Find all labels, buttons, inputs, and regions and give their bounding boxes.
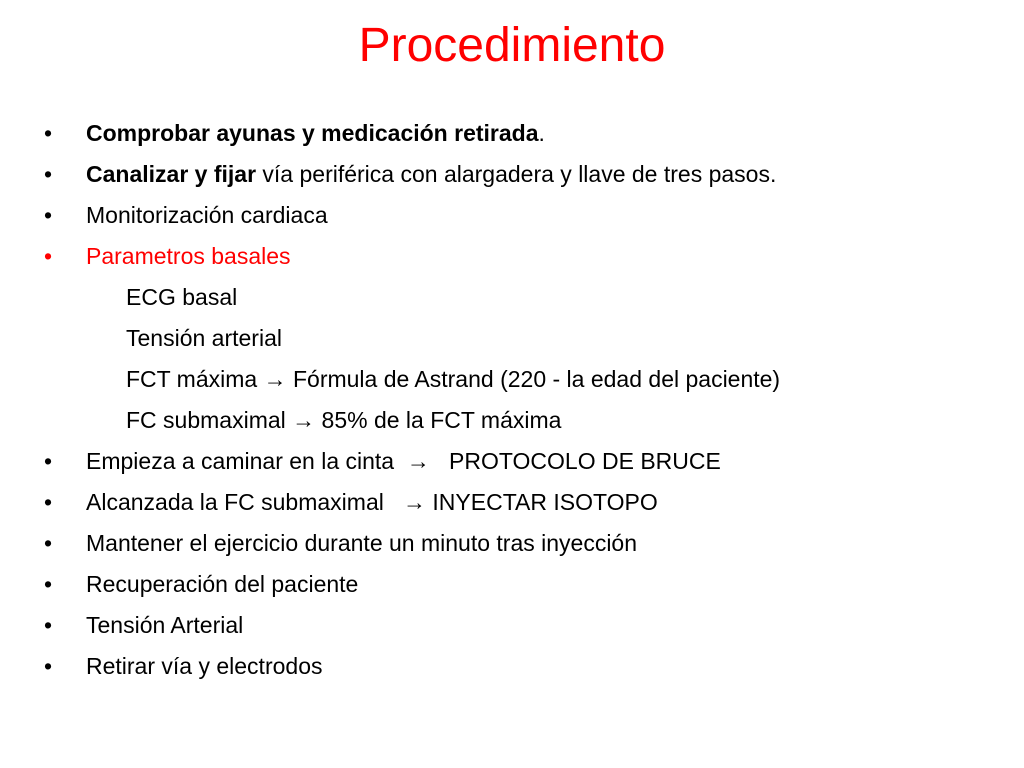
list-item-highlighted <box>44 236 1004 277</box>
list-item <box>44 154 1004 195</box>
bullet-icon: • <box>44 571 53 597</box>
bullet-list <box>44 113 1004 687</box>
sub-list-item <box>44 400 1004 441</box>
bullet-icon: • <box>44 653 53 679</box>
list-item-text: Mantener el ejercicio durante un minuto tras inyección <box>86 530 638 556</box>
list-item-bold-text: Canalizar y fijar <box>86 161 257 187</box>
sub-list-item-text: Tensión arterial <box>126 325 282 351</box>
list-item-text <box>86 154 776 195</box>
bullet-icon: • <box>44 612 53 638</box>
sub-list-item <box>44 318 1004 359</box>
list-item-plain-text: . <box>538 120 545 146</box>
bullet-icon: • <box>44 161 53 187</box>
list-item-text: Empieza a caminar en la cinta → PROTOCOLO DE BRUCE <box>86 448 721 474</box>
bullet-icon: • <box>44 530 53 556</box>
bullet-icon: • <box>44 243 53 269</box>
bullet-icon: • <box>44 120 53 146</box>
list-item <box>44 482 1004 523</box>
list-item <box>44 441 1004 482</box>
list-item <box>44 564 1004 605</box>
list-item-bold-text: Comprobar ayunas y medicación retirada <box>86 120 539 146</box>
bullet-icon: • <box>44 489 53 515</box>
bullet-icon: • <box>44 448 53 474</box>
list-item-text: Tensión Arterial <box>86 612 244 638</box>
slide-title: Procedimiento <box>358 19 666 72</box>
list-item <box>44 195 1004 236</box>
sub-list-item <box>44 277 1004 318</box>
list-item <box>44 646 1004 687</box>
sub-list-item <box>44 359 1004 400</box>
list-item-text: Alcanzada la FC submaximal → INYECTAR ISOTOPO <box>86 489 658 515</box>
sub-list-item-text: FC submaximal → 85% de la FCT máxima <box>126 407 562 433</box>
bullet-icon: • <box>44 202 53 228</box>
list-item <box>44 523 1004 564</box>
list-item-plain-text: vía periférica con alargadera y llave de tres pasos. <box>256 161 777 187</box>
list-item-text: Recuperación del paciente <box>86 571 359 597</box>
list-item <box>44 113 1004 154</box>
sub-list-item-text: ECG basal <box>126 284 238 310</box>
list-item-text: Parametros basales <box>86 243 291 269</box>
list-item-text <box>86 113 545 154</box>
list-item-text: Retirar vía y electrodos <box>86 653 323 679</box>
sub-list-item-text: FCT máxima → Fórmula de Astrand (220 - la edad del paciente) <box>126 366 781 392</box>
list-item <box>44 605 1004 646</box>
list-item-text: Monitorización cardiaca <box>86 202 328 228</box>
